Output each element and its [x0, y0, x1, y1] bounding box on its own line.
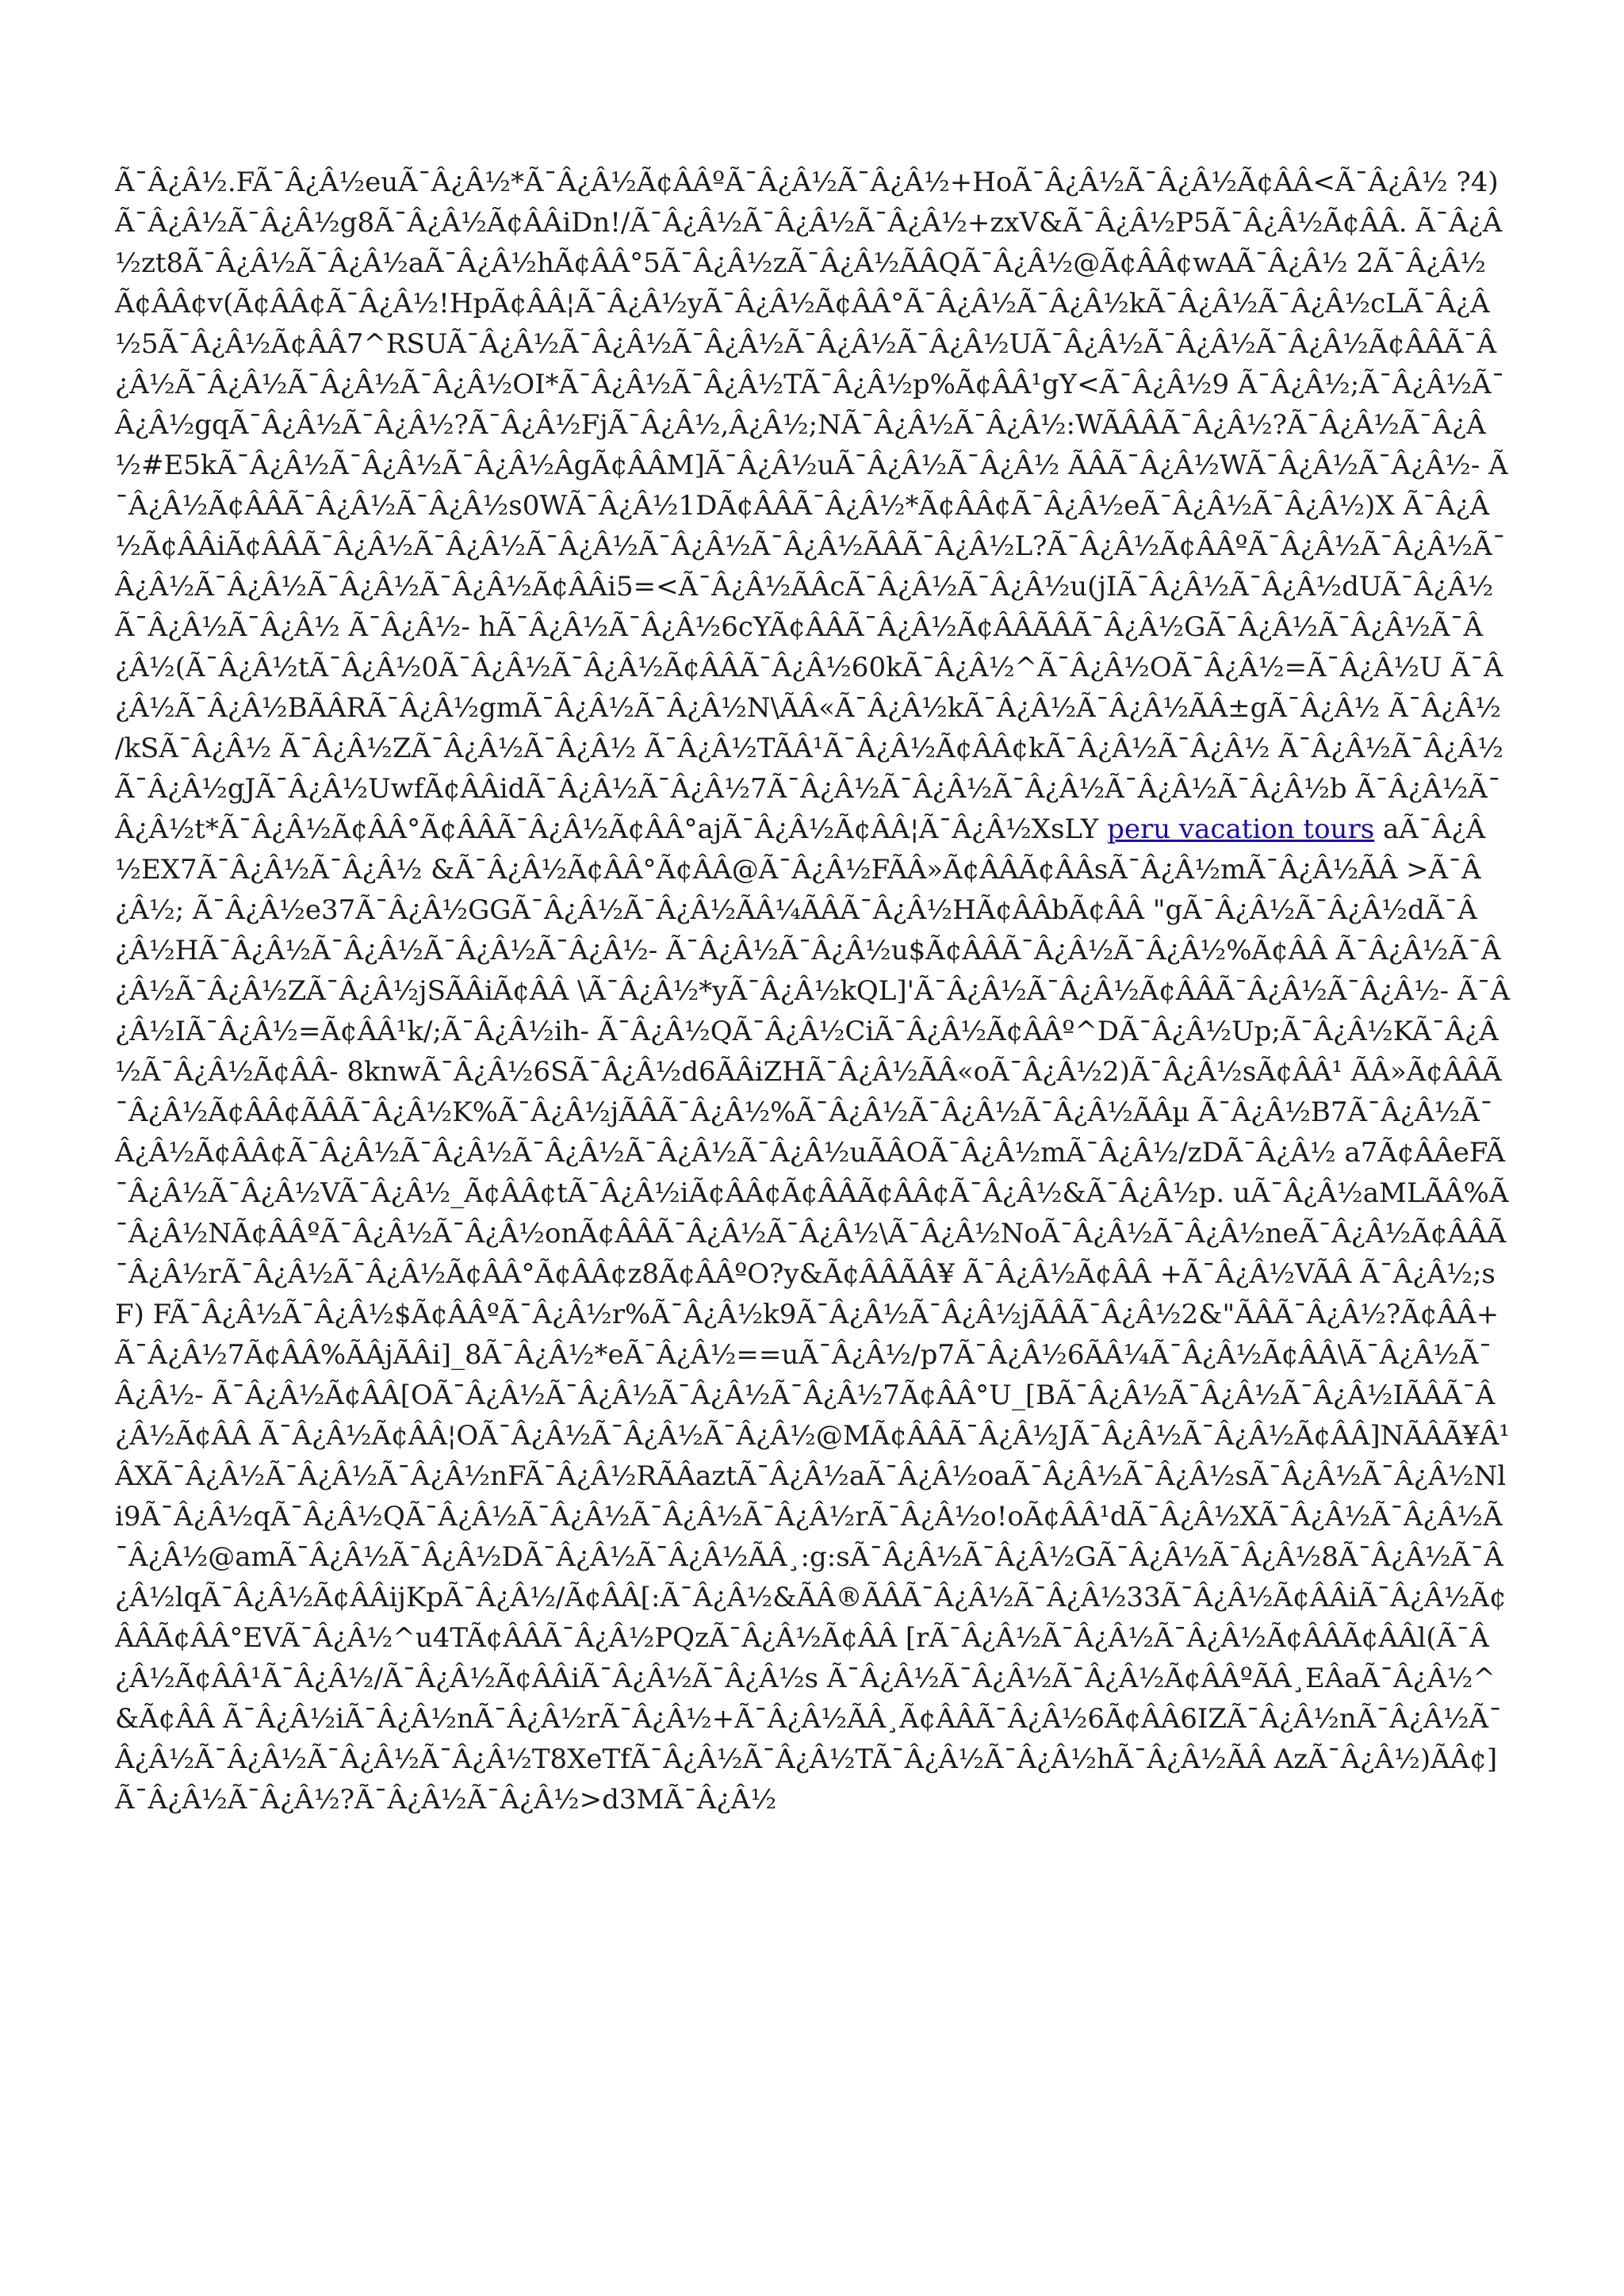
- text-before-link: Ã¯Â¿Â½.FÃ¯Â¿Â½euÃ¯Â¿Â½*Ã¯Â¿Â½Ã¢ÂÂºÃ¯Â¿Â½Ã¯Â¿Â½+HoÃ¯Â¿Â½Ã¯Â¿Â½Ã¢ÂÂ<Ã¯Â¿Â½ ?4)Ã¯Â¿Â½Ã¯Â¿Â½g8Ã¯Â¿Â½Ã¢ÂÂiDn!/Ã¯Â¿Â½Ã¯Â¿Â½Ã¯Â¿Â½+zxV&Ã¯Â¿Â½P5Ã¯Â¿Â½Ã¢ÂÂ. Ã¯Â¿Â½zt8Ã¯Â¿Â½Ã¯Â¿Â½aÃ¯Â¿Â½hÃ¢ÂÂ°5Ã¯Â¿Â½zÃ¯Â¿Â½ÃÂQÃ¯Â¿Â½@Ã¢ÂÂ¢wAÃ¯Â¿Â½ 2Ã¯Â¿Â½Ã¢ÂÂ¢v(Ã¢ÂÂ¢Ã¯Â¿Â½!HpÃ¢ÂÂ¦Ã¯Â¿Â½yÃ¯Â¿Â½Ã¢ÂÂ°Ã¯Â¿Â½Ã¯Â¿Â½kÃ¯Â¿Â½Ã¯Â¿Â½cLÃ¯Â¿Â½5Ã¯Â¿Â½Ã¢ÂÂ7^RSUÃ¯Â¿Â½Ã¯Â¿Â½Ã¯Â¿Â½Ã¯Â¿Â½Ã¯Â¿Â½UÃ¯Â¿Â½Ã¯Â¿Â½Ã¯Â¿Â½Ã¢ÂÂÃ¯Â¿Â½Ã¯Â¿Â½Ã¯Â¿Â½Ã¯Â¿Â½OI*Ã¯Â¿Â½Ã¯Â¿Â½TÃ¯Â¿Â½p%Ã¢ÂÂ¹gY<Ã¯Â¿Â½9 Ã¯Â¿Â½;Ã¯Â¿Â½Ã¯Â¿Â½gqÃ¯Â¿Â½Ã¯Â¿Â½?Ã¯Â¿Â½FjÃ¯Â¿Â½,Â¿Â½;NÃ¯Â¿Â½Ã¯Â¿Â½:WÃÂÂÃ¯Â¿Â½?Ã¯Â¿Â½Ã¯Â¿Â½#E5kÃ¯Â¿Â½Ã¯Â¿Â½Ã¯Â¿Â½ÂgÃ¢ÂÂM]Ã¯Â¿Â½uÃ¯Â¿Â½Ã¯Â¿Â½ ÃÂÃ¯Â¿Â½WÃ¯Â¿Â½Ã¯Â¿Â½- Ã¯Â¿Â½Ã¢ÂÂÃ¯Â¿Â½Ã¯Â¿Â½s0WÃ¯Â¿Â½1DÃ¢ÂÂÃ¯Â¿Â½*Ã¢ÂÂ¢Ã¯Â¿Â½eÃ¯Â¿Â½Ã¯Â¿Â½)X Ã¯Â¿Â½Ã¢ÂÂiÃ¢ÂÂÃ¯Â¿Â½Ã¯Â¿Â½Ã¯Â¿Â½Ã¯Â¿Â½Ã¯Â¿Â½ÃÂÃ¯Â¿Â½L?Ã¯Â¿Â½Ã¢ÂÂºÃ¯Â¿Â½Ã¯Â¿Â½Ã¯Â¿Â½Ã¯Â¿Â½Ã¯Â¿Â½Ã¯Â¿Â½Ã¢ÂÂi5=<Ã¯Â¿Â½ÃÂcÃ¯Â¿Â½Ã¯Â¿Â½u(jIÃ¯Â¿Â½Ã¯Â¿Â½dUÃ¯Â¿Â½Ã¯Â¿Â½Ã¯Â¿Â½ Ã¯Â¿Â½- hÃ¯Â¿Â½Ã¯Â¿Â½6cYÃ¢ÂÂÃ¯Â¿Â½Ã¢ÂÂÃÂÃ¯Â¿Â½GÃ¯Â¿Â½Ã¯Â¿Â½Ã¯Â¿Â½(Ã¯Â¿Â½tÃ¯Â¿Â½0Ã¯Â¿Â½Ã¯Â¿Â½Ã¢ÂÂÃ¯Â¿Â½60kÃ¯Â¿Â½^Ã¯Â¿Â½OÃ¯Â¿Â½=Ã¯Â¿Â½U Ã¯Â¿Â½Ã¯Â¿Â½BÃÂRÃ¯Â¿Â½gmÃ¯Â¿Â½Ã¯Â¿Â½N\ÃÂ«Ã¯Â¿Â½kÃ¯Â¿Â½Ã¯Â¿Â½ÃÂ±gÃ¯Â¿Â½ Ã¯Â¿Â½ /kSÃ¯Â¿Â½ Ã¯Â¿Â½ZÃ¯Â¿Â½Ã¯Â¿Â½ Ã¯Â¿Â½TÃÂ¹Ã¯Â¿Â½Ã¢ÂÂ¢kÃ¯Â¿Â½Ã¯Â¿Â½ Ã¯Â¿Â½Ã¯Â¿Â½Ã¯Â¿Â½gJÃ¯Â¿Â½UwfÃ¢ÂÂidÃ¯Â¿Â½Ã¯Â¿Â½7Ã¯Â¿Â½Ã¯Â¿Â½Ã¯Â¿Â½Ã¯Â¿Â½Ã¯Â¿Â½b Ã¯Â¿Â½Ã¯Â¿Â½t*Ã¯Â¿Â½Ã¢ÂÂ°Ã¢ÂÂÃ¯Â¿Â½Ã¢ÂÂ°ajÃ¯Â¿Â½Ã¢ÂÂ¦Ã¯Â¿Â½XsLY: [115, 166, 1508, 845]
- garbled-paragraph: [115, 163, 1511, 1820]
- peru-vacation-tours-link[interactable]: peru vacation tours: [1107, 813, 1375, 845]
- text-after-link: aÃ¯Â¿Â½EX7Ã¯Â¿Â½Ã¯Â¿Â½ &Ã¯Â¿Â½Ã¢ÂÂ°Ã¢ÂÂ@Ã¯Â¿Â½FÃÂ»Ã¢ÂÂÃ¢ÂÂsÃ¯Â¿Â½mÃ¯Â¿Â½ÃÂ >Ã¯Â¿Â½; Ã¯Â¿Â½e37Ã¯Â¿Â½GGÃ¯Â¿Â½Ã¯Â¿Â½ÃÂ¼ÃÂÃ¯Â¿Â½HÃ¢ÂÂbÃ¢ÂÂ "gÃ¯Â¿Â½Ã¯Â¿Â½dÃ¯Â¿Â½HÃ¯Â¿Â½Ã¯Â¿Â½Ã¯Â¿Â½Ã¯Â¿Â½- Ã¯Â¿Â½Ã¯Â¿Â½u$Ã¢ÂÂÃ¯Â¿Â½Ã¯Â¿Â½%Ã¢ÂÂ Ã¯Â¿Â½Ã¯Â¿Â½Ã¯Â¿Â½ZÃ¯Â¿Â½jSÃÂiÃ¢ÂÂ \Ã¯Â¿Â½*yÃ¯Â¿Â½kQL]'Ã¯Â¿Â½Ã¯Â¿Â½Ã¢ÂÂÃ¯Â¿Â½Ã¯Â¿Â½- Ã¯Â¿Â½IÃ¯Â¿Â½=Ã¢ÂÂ¹k/;Ã¯Â¿Â½ih- Ã¯Â¿Â½QÃ¯Â¿Â½CiÃ¯Â¿Â½Ã¢ÂÂº^DÃ¯Â¿Â½Up;Ã¯Â¿Â½KÃ¯Â¿Â½Ã¯Â¿Â½Ã¢ÂÂ- 8knwÃ¯Â¿Â½6SÃ¯Â¿Â½d6ÃÂiZHÃ¯Â¿Â½ÃÂ«oÃ¯Â¿Â½2)Ã¯Â¿Â½sÃ¢ÂÂ¹ ÃÂ»Ã¢ÂÂÃ¯Â¿Â½Ã¢ÂÂ¢ÃÂÃ¯Â¿Â½K%Ã¯Â¿Â½jÃÂÃ¯Â¿Â½%Ã¯Â¿Â½Ã¯Â¿Â½Ã¯Â¿Â½ÃÂµ Ã¯Â¿Â½B7Ã¯Â¿Â½Ã¯Â¿Â½Ã¢ÂÂ¢Ã¯Â¿Â½Ã¯Â¿Â½Ã¯Â¿Â½Ã¯Â¿Â½Ã¯Â¿Â½uÃÂOÃ¯Â¿Â½mÃ¯Â¿Â½/zDÃ¯Â¿Â½ a7Ã¢ÂÂeFÃ¯Â¿Â½Ã¯Â¿Â½VÃ¯Â¿Â½_Ã¢ÂÂ¢tÃ¯Â¿Â½iÃ¢ÂÂ¢Ã¢ÂÂÃ¢ÂÂ¢Ã¯Â¿Â½&Ã¯Â¿Â½p. uÃ¯Â¿Â½aMLÃÂ%Ã¯Â¿Â½NÃ¢ÂÂºÃ¯Â¿Â½Ã¯Â¿Â½onÃ¢ÂÂÃ¯Â¿Â½Ã¯Â¿Â½\Ã¯Â¿Â½NoÃ¯Â¿Â½Ã¯Â¿Â½neÃ¯Â¿Â½Ã¢ÂÂÃ¯Â¿Â½rÃ¯Â¿Â½Ã¯Â¿Â½Ã¢ÂÂ°Ã¢ÂÂ¢z8Ã¢ÂÂºO?y&Ã¢ÂÂÃÂ¥ Ã¯Â¿Â½Ã¢ÂÂ +Ã¯Â¿Â½VÃÂ Ã¯Â¿Â½;sF) FÃ¯Â¿Â½Ã¯Â¿Â½$Ã¢ÂÂºÃ¯Â¿Â½r%Ã¯Â¿Â½k9Ã¯Â¿Â½Ã¯Â¿Â½jÃÂÃ¯Â¿Â½2&"ÃÂÃ¯Â¿Â½?Ã¢ÂÂ+Ã¯Â¿Â½7Ã¢ÂÂ%ÃÂjÃÂi]_8Ã¯Â¿Â½*eÃ¯Â¿Â½==uÃ¯Â¿Â½/p7Ã¯Â¿Â½6ÃÂ¼Ã¯Â¿Â½Ã¢ÂÂ\Ã¯Â¿Â½Ã¯Â¿Â½- Ã¯Â¿Â½Ã¢ÂÂ[OÃ¯Â¿Â½Ã¯Â¿Â½Ã¯Â¿Â½Ã¯Â¿Â½7Ã¢ÂÂ°U_[BÃ¯Â¿Â½Ã¯Â¿Â½Ã¯Â¿Â½IÃÂÃ¯Â¿Â½Ã¢ÂÂ Ã¯Â¿Â½Ã¢ÂÂ¦OÃ¯Â¿Â½Ã¯Â¿Â½Ã¯Â¿Â½@MÃ¢ÂÂÃ¯Â¿Â½JÃ¯Â¿Â½Ã¯Â¿Â½Ã¢ÂÂ]NÃÂÃ¥Â¹ÂXÃ¯Â¿Â½Ã¯Â¿Â½Ã¯Â¿Â½nFÃ¯Â¿Â½RÃÂaztÃ¯Â¿Â½aÃ¯Â¿Â½oaÃ¯Â¿Â½Ã¯Â¿Â½sÃ¯Â¿Â½Ã¯Â¿Â½Nli9Ã¯Â¿Â½qÃ¯Â¿Â½QÃ¯Â¿Â½Ã¯Â¿Â½Ã¯Â¿Â½Ã¯Â¿Â½rÃ¯Â¿Â½o!oÃ¢ÂÂ¹dÃ¯Â¿Â½XÃ¯Â¿Â½Ã¯Â¿Â½Ã¯Â¿Â½@amÃ¯Â¿Â½Ã¯Â¿Â½DÃ¯Â¿Â½Ã¯Â¿Â½ÃÂ¸:g:sÃ¯Â¿Â½Ã¯Â¿Â½GÃ¯Â¿Â½Ã¯Â¿Â½8Ã¯Â¿Â½Ã¯Â¿Â½lqÃ¯Â¿Â½Ã¢ÂÂijKpÃ¯Â¿Â½/Ã¢ÂÂ[:Ã¯Â¿Â½&ÃÂ®ÃÂÃ¯Â¿Â½Ã¯Â¿Â½33Ã¯Â¿Â½Ã¢ÂÂiÃ¯Â¿Â½Ã¢ÂÂÃ¢ÂÂ°EVÃ¯Â¿Â½^u4TÃ¢ÂÂÃ¯Â¿Â½PQzÃ¯Â¿Â½Ã¢ÂÂ [rÃ¯Â¿Â½Ã¯Â¿Â½Ã¯Â¿Â½Ã¢ÂÂÃ¢ÂÂl(Ã¯Â¿Â½Ã¢ÂÂ¹Ã¯Â¿Â½/Ã¯Â¿Â½Ã¢ÂÂiÃ¯Â¿Â½Ã¯Â¿Â½s Ã¯Â¿Â½Ã¯Â¿Â½Ã¯Â¿Â½Ã¢ÂÂºÃÂ¸EÂaÃ¯Â¿Â½^&Ã¢ÂÂ Ã¯Â¿Â½iÃ¯Â¿Â½nÃ¯Â¿Â½rÃ¯Â¿Â½+Ã¯Â¿Â½ÃÂ¸Ã¢ÂÂÃ¯Â¿Â½6Ã¢ÂÂ6IZÃ¯Â¿Â½nÃ¯Â¿Â½Ã¯Â¿Â½Ã¯Â¿Â½Ã¯Â¿Â½Ã¯Â¿Â½T8XeTfÃ¯Â¿Â½Ã¯Â¿Â½TÃ¯Â¿Â½Ã¯Â¿Â½hÃ¯Â¿Â½ÃÂ AzÃ¯Â¿Â½)ÃÂ¢]Ã¯Â¿Â½Ã¯Â¿Â½?Ã¯Â¿Â½Ã¯Â¿Â½>d3MÃ¯Â¿Â½: [115, 813, 1511, 1816]
- document-body: [115, 163, 1511, 1820]
